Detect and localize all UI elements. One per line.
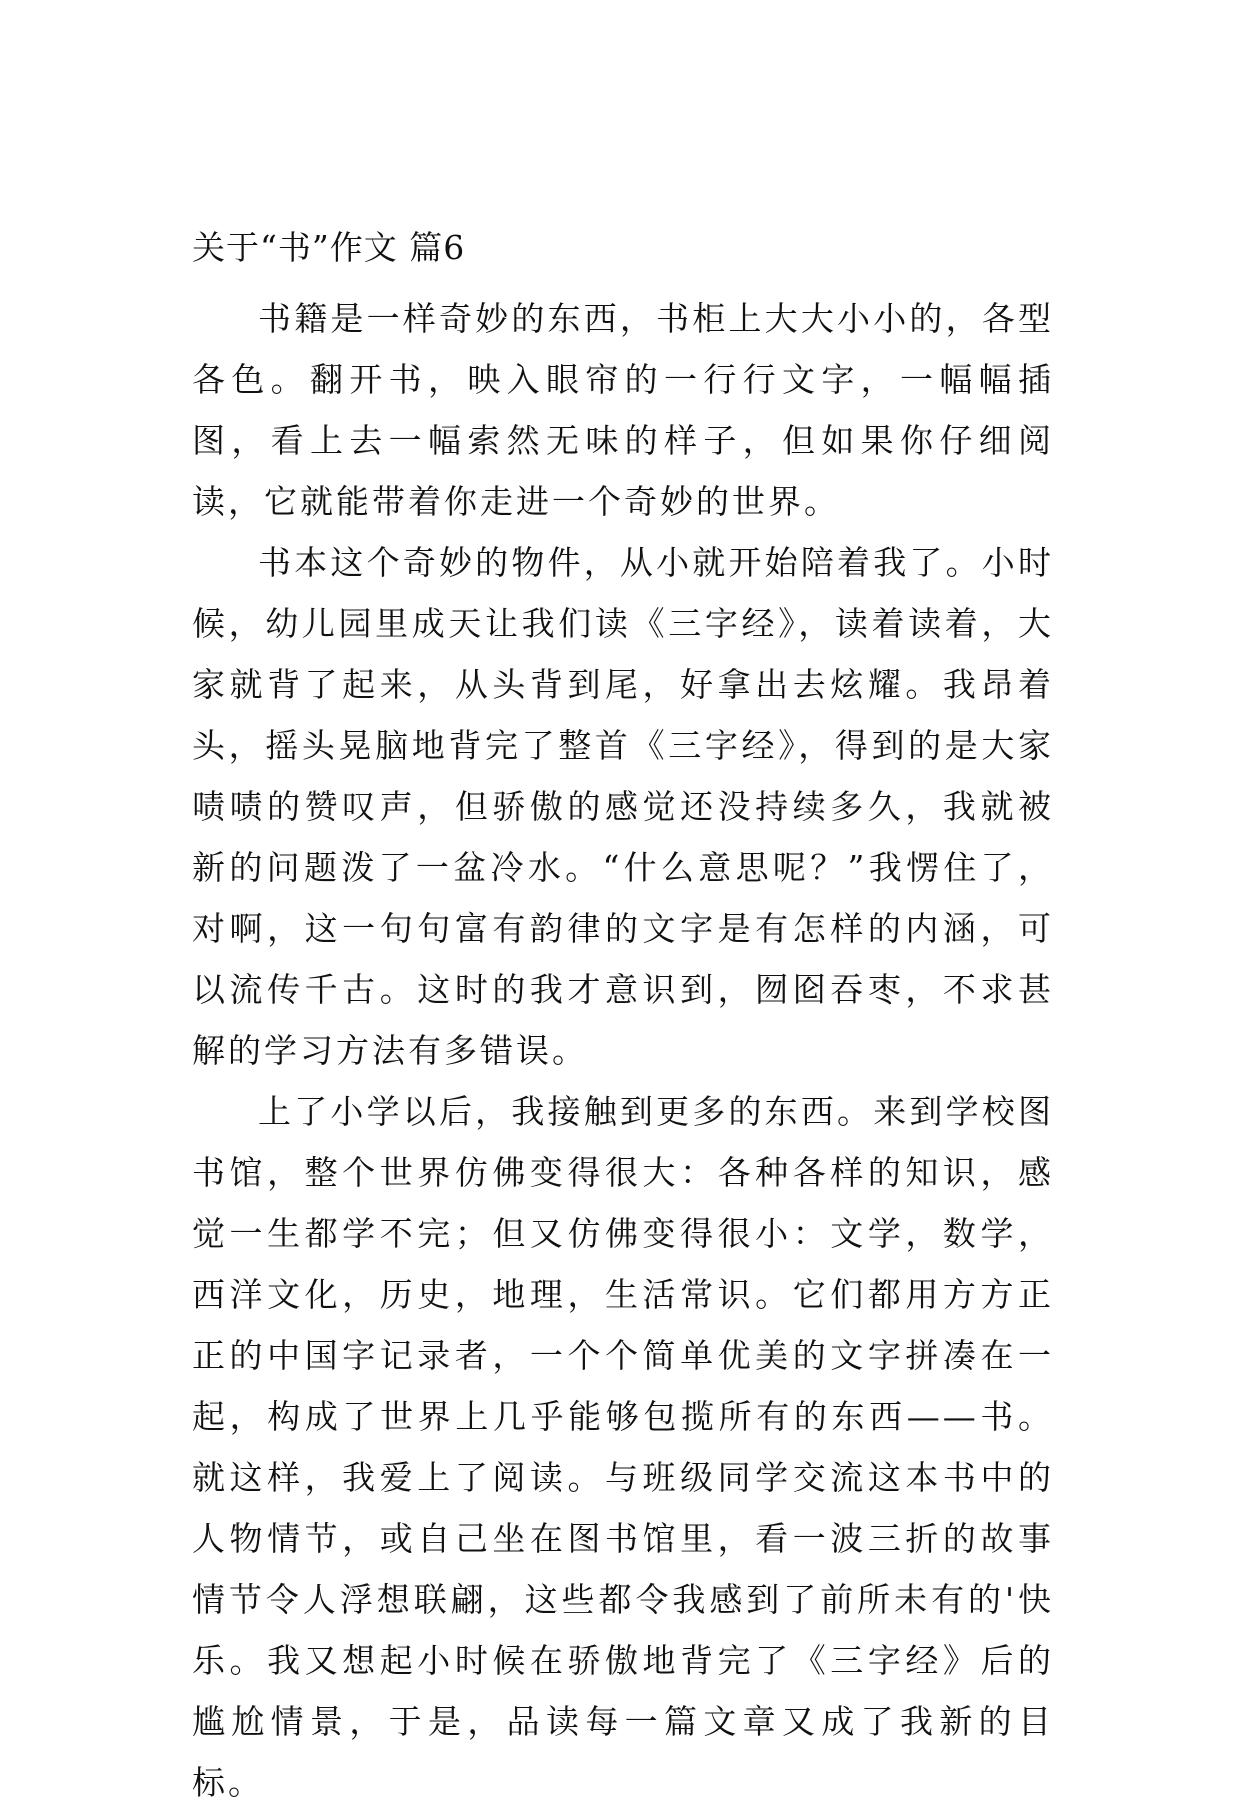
document-title: 关于“书”作文 篇6 [192,228,466,267]
paragraph-2: 书本这个奇妙的物件，从小就开始陪着我了。小时候，幼儿园里成天让我们读《三字经》，读着读着，大家就背了起来，从头背到尾，好拿出去炫耀。我昂着头，摇头晃脑地背完了整首《三字经》，得到的是大家啧啧的赞叹声，但骄傲的感觉还没持续多久，我就被新的问题泼了一盆冷水。“什么意思呢？”我愣住了，对啊，这一句句富有韵律的文字是有怎样的内涵，可以流传千古。这时的我才意识到，囫囵吞枣，不求甚解的学习方法有多错误。 [192,543,1054,1070]
paragraph-1: 书籍是一样奇妙的东西，书柜上大大小小的，各型各色。翻开书，映入眼帘的一行行文字，一幅幅插图，看上去一幅索然无味的样子，但如果你仔细阅读，它就能带着你走进一个奇妙的世界。 [192,299,1054,521]
document-page [192,226,1054,1813]
paragraph-3: 上了小学以后，我接触到更多的东西。来到学校图书馆，整个世界仿佛变得很大：各种各样的知识，感觉一生都学不完；但又仿佛变得很小：文学，数学，西洋文化，历史，地理，生活常识。它们都用方方正正的中国字记录者，一个个简单优美的文字拼凑在一起，构成了世界上几乎能够包揽所有的东西——书。就这样，我爱上了阅读。与班级同学交流这本书中的人物情节，或自己坐在图书馆里，看一波三折的故事情节令人浮想联翩，这些都令我感到了前所未有的'快乐。我又想起小时候在骄傲地背完了《三字经》后的尴尬情景，于是，品读每一篇文章又成了我新的目标。 [192,1092,1054,1802]
